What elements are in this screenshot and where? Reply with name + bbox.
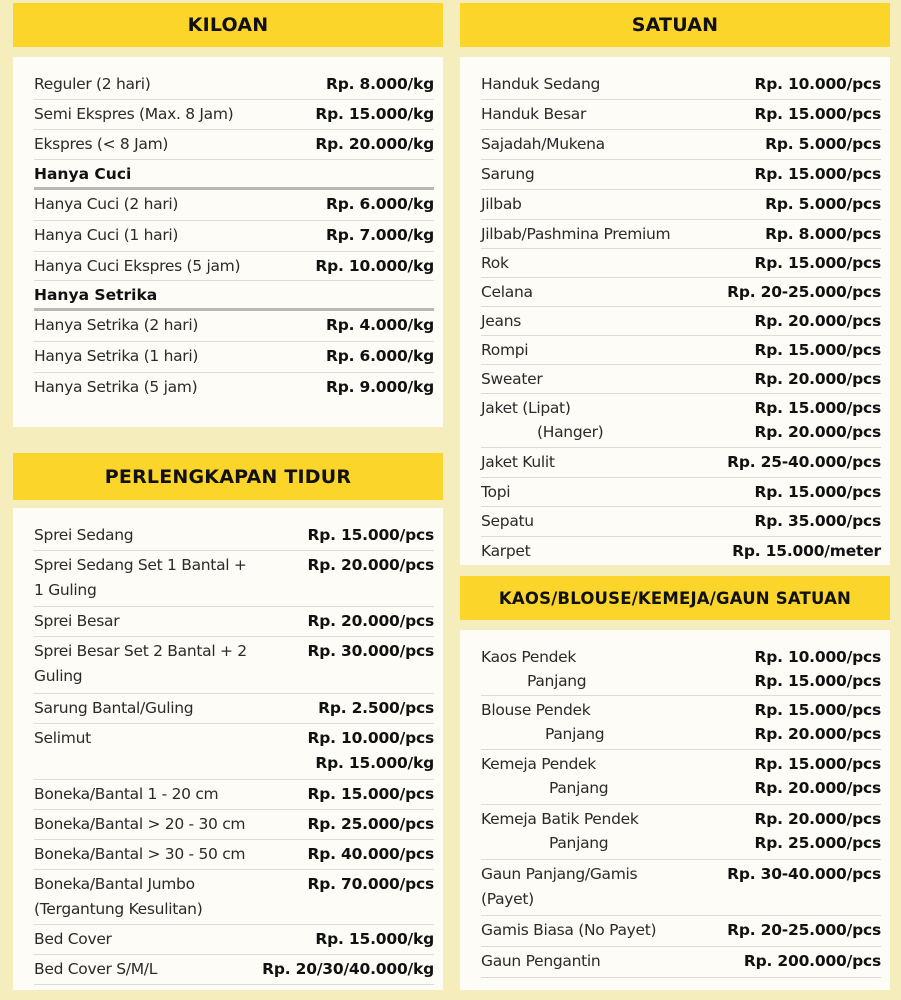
item-label: Ekspres (< 8 Jam) xyxy=(34,135,169,153)
item-label: Gaun Panjang/Gamis (Payet) xyxy=(481,865,638,908)
item-label: Hanya Setrika (2 hari) xyxy=(34,316,199,334)
item-price: Rp. 15.000/pcs Rp. 20.000/pcs xyxy=(754,399,881,441)
item-label: Gaun Pengantin xyxy=(481,952,601,970)
item-label: Gamis Biasa (No Payet) xyxy=(481,921,657,939)
item-label: Reguler (2 hari) xyxy=(34,75,151,93)
price-row xyxy=(481,249,881,278)
item-label: Rok xyxy=(481,254,509,272)
item-label: Jilbab xyxy=(481,195,522,213)
price-row xyxy=(481,448,881,478)
section-title-hanya-setrika: Hanya Setrika xyxy=(34,281,434,311)
item-label: Hanya Cuci (2 hari) xyxy=(34,195,179,213)
item-price: Rp. 20-25.000/pcs xyxy=(727,283,881,301)
item-price: Rp. 15.000/meter xyxy=(732,542,881,560)
perlengkapan-tidur-header xyxy=(13,453,443,500)
item-label: Sprei Sedang xyxy=(34,526,134,544)
item-label: Boneka/Bantal Jumbo (Tergantung Kesulitan) xyxy=(34,875,203,918)
price-row xyxy=(34,637,434,694)
item-price: Rp. 20.000/pcs xyxy=(307,612,434,630)
item-label: Handuk Sedang xyxy=(481,75,601,93)
item-price: Rp. 15.000/pcs Rp. 20.000/pcs xyxy=(754,701,881,743)
item-label: Semi Ekspres (Max. 8 Jam) xyxy=(34,105,234,123)
satuan-title: SATUAN xyxy=(631,14,719,36)
item-price: Rp. 20/30/40.000/kg xyxy=(262,960,434,978)
item-label: Hanya Setrika (5 jam) xyxy=(34,378,198,396)
item-price: Rp. 20.000/pcs xyxy=(754,312,881,330)
item-label: Jeans xyxy=(481,312,522,330)
price-row xyxy=(481,130,881,160)
price-row xyxy=(481,805,881,860)
item-price: Rp. 30.000/pcs xyxy=(307,642,434,660)
item-label: Sprei Besar xyxy=(34,612,120,630)
price-row xyxy=(481,365,881,394)
item-price: Rp. 15.000/pcs xyxy=(754,254,881,272)
item-price: Rp. 15.000/kg xyxy=(315,105,434,123)
item-price: Rp. 2.500/pcs xyxy=(318,699,434,717)
kiloan-card xyxy=(13,57,443,427)
price-row xyxy=(481,696,881,750)
perlengkapan-tidur-card xyxy=(13,508,443,990)
item-price: Rp. 5.000/pcs xyxy=(765,135,881,153)
item-price: Rp. 20.000/pcs xyxy=(307,556,434,574)
price-row xyxy=(481,947,881,978)
item-label: Boneka/Bantal > 30 - 50 cm xyxy=(34,845,246,863)
price-row xyxy=(481,643,881,696)
item-label: Kemeja Pendek Panjang xyxy=(481,755,609,797)
price-row xyxy=(34,311,434,342)
item-price: Rp. 6.000/kg xyxy=(325,347,434,365)
item-label: Bed Cover S/M/L xyxy=(34,960,158,978)
price-row xyxy=(34,955,434,985)
item-price: Rp. 35.000/pcs xyxy=(754,512,881,530)
item-price: Rp. 4.000/kg xyxy=(325,316,434,334)
item-label: Rompi xyxy=(481,341,529,359)
item-label: Sepatu xyxy=(481,512,534,530)
item-price: Rp. 20.000/kg xyxy=(315,135,434,153)
item-price: Rp. 15.000/pcs xyxy=(754,105,881,123)
item-price: Rp. 20-25.000/pcs xyxy=(727,921,881,939)
price-row xyxy=(481,478,881,507)
kaos-blouse-title: KAOS/BLOUSE/KEMEJA/GAUN SATUAN xyxy=(498,588,852,608)
price-row xyxy=(34,724,434,780)
price-row xyxy=(481,278,881,307)
price-row xyxy=(481,916,881,947)
item-price: Rp. 15.000/pcs xyxy=(754,341,881,359)
price-row xyxy=(34,373,434,403)
price-row xyxy=(34,342,434,373)
satuan-card xyxy=(460,57,890,565)
price-row xyxy=(481,750,881,805)
item-price: Rp. 20.000/pcs Rp. 25.000/pcs xyxy=(754,810,881,852)
price-row xyxy=(34,607,434,637)
price-row xyxy=(34,190,434,221)
item-price: Rp. 15.000/pcs xyxy=(307,526,434,544)
section-title-hanya-cuci: Hanya Cuci xyxy=(34,160,434,190)
item-price: Rp. 15.000/pcs xyxy=(754,165,881,183)
price-row xyxy=(481,220,881,249)
price-row xyxy=(481,394,881,448)
item-label: Jilbab/Pashmina Premium xyxy=(481,225,671,243)
price-row xyxy=(34,925,434,955)
item-price: Rp. 70.000/pcs xyxy=(307,875,434,893)
price-row xyxy=(481,160,881,190)
item-price: Rp. 5.000/pcs xyxy=(765,195,881,213)
item-price: Rp. 10.000/pcs Rp. 15.000/pcs xyxy=(754,648,881,690)
price-row xyxy=(34,100,434,130)
item-price: Rp. 6.000/kg xyxy=(325,195,434,213)
item-label: Hanya Cuci Ekspres (5 jam) xyxy=(34,257,241,275)
price-row xyxy=(34,221,434,252)
item-price: Rp. 20.000/pcs xyxy=(754,370,881,388)
item-label: Sarung xyxy=(481,165,535,183)
item-label: Jaket (Lipat) (Hanger) xyxy=(481,399,604,441)
item-label: Kemeja Batik Pendek Panjang xyxy=(481,810,639,852)
item-price: Rp. 15.000/pcs xyxy=(307,785,434,803)
item-price: Rp. 7.000/kg xyxy=(325,226,434,244)
item-price: Rp. 30-40.000/pcs xyxy=(727,865,881,883)
item-price: Rp. 40.000/pcs xyxy=(307,845,434,863)
price-row xyxy=(34,252,434,281)
item-label: Handuk Besar xyxy=(481,105,587,123)
price-row xyxy=(34,870,434,925)
price-row xyxy=(34,810,434,840)
item-price: Rp. 25-40.000/pcs xyxy=(727,453,881,471)
item-label: Sprei Sedang Set 1 Bantal + 1 Guling xyxy=(34,556,247,599)
item-price: Rp. 8.000/pcs xyxy=(765,225,881,243)
item-label: Hanya Setrika (1 hari) xyxy=(34,347,199,365)
price-row xyxy=(481,307,881,336)
item-price: Rp. 15.000/kg xyxy=(315,930,434,948)
kaos-blouse-header xyxy=(460,576,890,620)
item-price: Rp. 9.000/kg xyxy=(325,378,434,396)
item-label: Hanya Cuci (1 hari) xyxy=(34,226,179,244)
item-price: Rp. 200.000/pcs xyxy=(743,952,881,970)
price-row xyxy=(481,100,881,130)
item-label: Kaos Pendek Panjang xyxy=(481,648,587,690)
price-row xyxy=(481,336,881,365)
satuan-header xyxy=(460,3,890,47)
price-row xyxy=(34,551,434,607)
price-row xyxy=(481,507,881,537)
price-row xyxy=(481,537,881,565)
perlengkapan-tidur-title: PERLENGKAPAN TIDUR xyxy=(104,465,352,488)
item-label: Boneka/Bantal > 20 - 30 cm xyxy=(34,815,246,833)
item-label: Bed Cover xyxy=(34,930,112,948)
item-label: Jaket Kulit xyxy=(481,453,555,471)
item-label: Karpet xyxy=(481,542,531,560)
item-price: Rp. 10.000/kg xyxy=(315,257,434,275)
price-row xyxy=(34,70,434,100)
price-row xyxy=(481,70,881,100)
item-label: Selimut xyxy=(34,729,91,747)
kiloan-title: KILOAN xyxy=(187,14,269,36)
item-price: Rp. 15.000/pcs Rp. 20.000/pcs xyxy=(754,755,881,797)
item-label: Celana xyxy=(481,283,533,301)
price-row xyxy=(34,521,434,551)
kiloan-header xyxy=(13,3,443,47)
item-price: Rp. 10.000/pcs xyxy=(754,75,881,93)
price-row xyxy=(481,860,881,916)
item-label: Sweater xyxy=(481,370,543,388)
item-label: Blouse Pendek Panjang xyxy=(481,701,605,743)
item-price: Rp. 15.000/pcs xyxy=(754,483,881,501)
price-row xyxy=(34,130,434,160)
item-label: Sprei Besar Set 2 Bantal + 2 Guling xyxy=(34,642,247,685)
item-price: Rp. 8.000/kg xyxy=(325,75,434,93)
item-label: Sajadah/Mukena xyxy=(481,135,605,153)
item-label: Boneka/Bantal 1 - 20 cm xyxy=(34,785,219,803)
price-row xyxy=(34,780,434,810)
price-row xyxy=(481,190,881,220)
kaos-blouse-card xyxy=(460,630,890,990)
item-label: Sarung Bantal/Guling xyxy=(34,699,194,717)
item-label: Topi xyxy=(481,483,511,501)
price-row xyxy=(34,694,434,724)
price-row xyxy=(34,840,434,870)
item-price: Rp. 10.000/pcs Rp. 15.000/kg xyxy=(307,729,434,772)
item-price: Rp. 25.000/pcs xyxy=(307,815,434,833)
